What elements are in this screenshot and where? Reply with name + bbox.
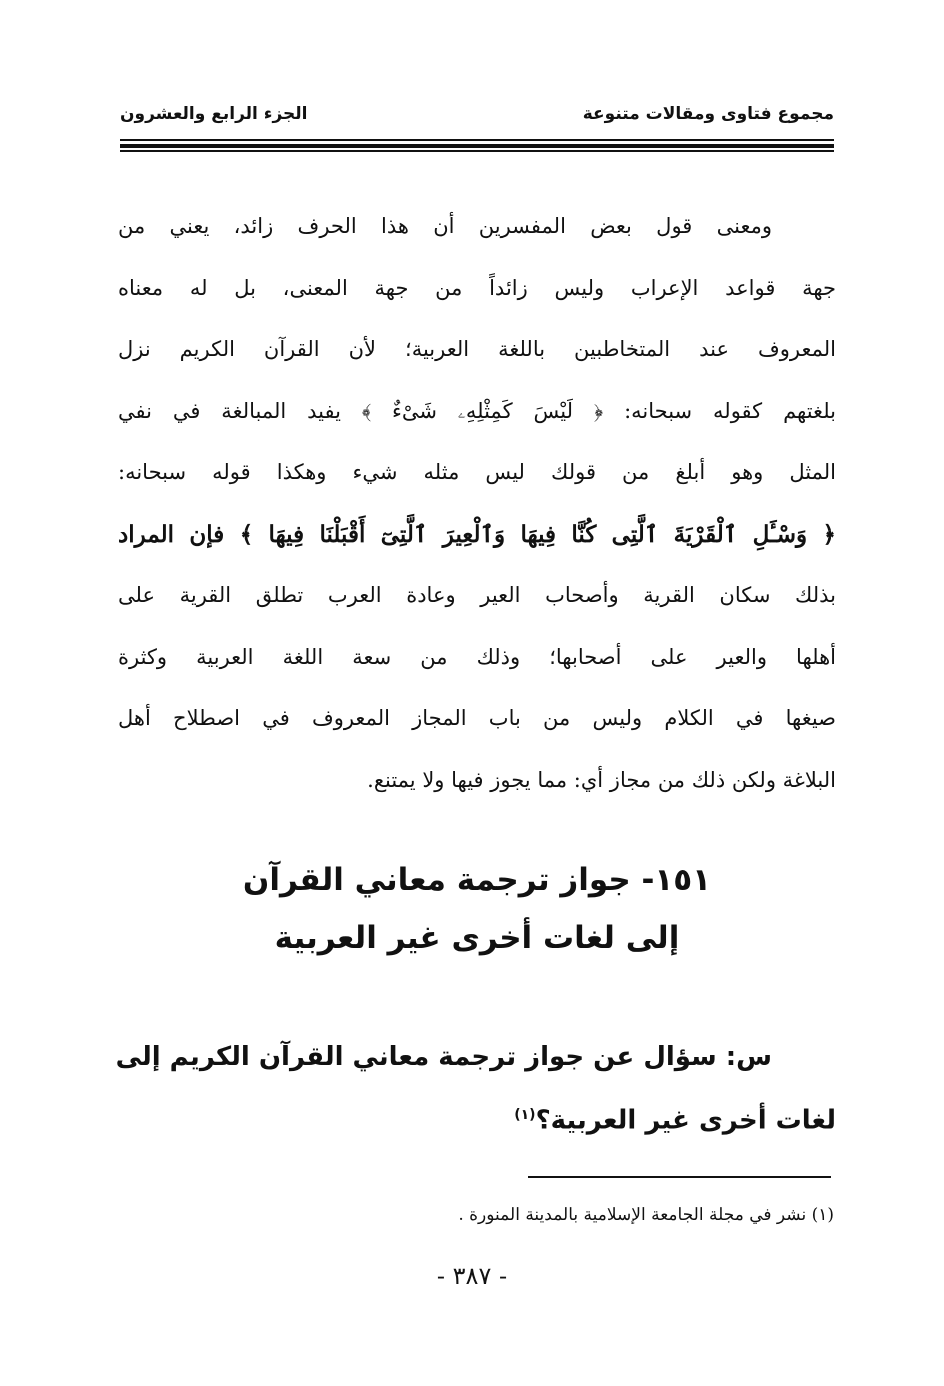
body-line: جهة قواعد الإعراب وليس زائداً من جهة المعنى، بل له معناه (118, 275, 836, 300)
header-rule-thin (120, 139, 834, 141)
body-line-quran-verse: ﴿ وَسْـَٔلِ ٱلْقَرْيَةَ ٱلَّتِى كُنَّا فِيهَا وَٱلْعِيرَ ٱلَّتِىٓ أَقْبَلْنَا فِيهَا ﴾ فإن المراد (118, 520, 836, 548)
section-title-line-1: ١٥١- جواز ترجمة معاني القرآن (242, 862, 712, 898)
running-header (120, 102, 834, 136)
body-line-quran-verse: بلغتهم كقوله سبحانه: ﴿ لَيْسَ كَمِثْلِهِۦ شَىْءٌ ﴾ يفيد المبالغة في نفي (118, 398, 836, 423)
footnote-divider (528, 1176, 831, 1178)
body-line: البلاغة ولكن ذلك من مجاز أي: مما يجوز فيها ولا يمتنع. (367, 767, 836, 792)
question-block (115, 1028, 836, 1144)
page-number: - ٣٨٧ - (436, 1262, 508, 1290)
question-line-text: لغات أخرى غير العربية؟ (535, 1105, 836, 1136)
body-line: بذلك سكان القرية وأصحاب العير وعادة العرب تطلق القرية على (118, 583, 836, 607)
question-line (118, 1086, 836, 1144)
body-line: أهلها والعير على أصحابها؛ وذلك من سعة اللغة العربية وكثرة (118, 644, 836, 669)
volume-title: الجزء الرابع والعشرون (120, 104, 308, 124)
body-line: المثل وهو أبلغ من قولك ليس مثله شيء وهكذا قوله سبحانه: (118, 460, 836, 484)
question-line: س: سؤال عن جواز ترجمة معاني القرآن الكريم إلى (115, 1042, 772, 1072)
section-title-line-2: إلى لغات أخرى غير العربية (274, 920, 680, 956)
footnote: (١) نشر في مجلة الجامعة الإسلامية بالمدينة المنورة . (458, 1205, 834, 1225)
header-rule-thick (120, 144, 834, 148)
book-title: مجموع فتاوى ومقالات متنوعة (582, 104, 834, 124)
body-line: ومعنى قول بعض المفسرين أن هذا الحرف زائد، يعني من (118, 214, 772, 238)
footnote-marker: (١) (514, 1107, 536, 1123)
header-rule-thin-bottom (120, 150, 834, 152)
body-line: صيغها في الكلام وليس من باب المجاز المعروف في اصطلاح أهل (118, 706, 836, 730)
body-line: المعروف عند المتخاطبين باللغة العربية؛ لأن القرآن الكريم نزل (118, 337, 836, 361)
body-paragraph (118, 196, 836, 811)
